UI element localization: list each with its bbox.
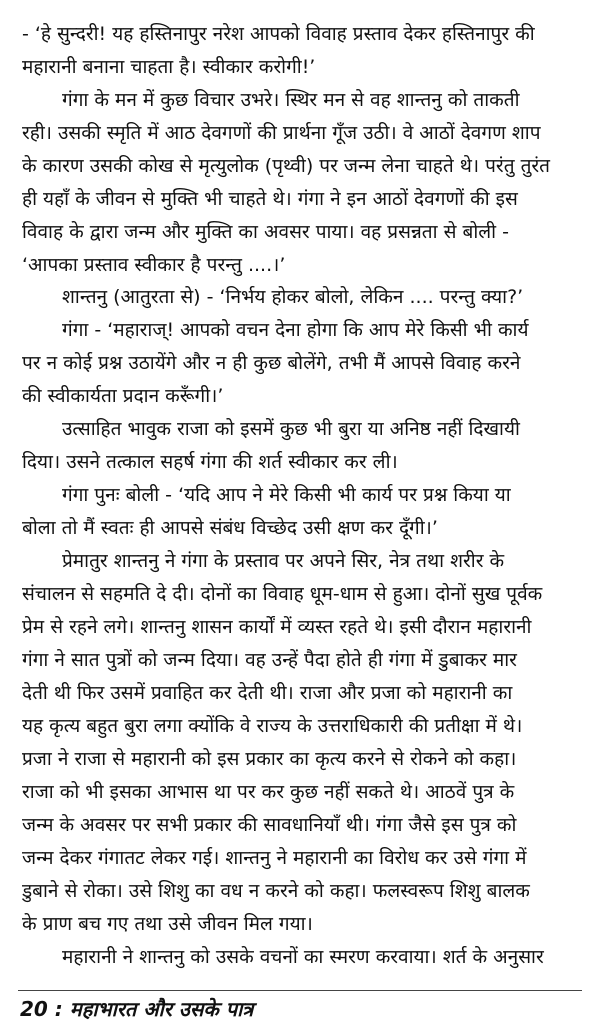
text-line: के कारण उसकी कोख से मृत्युलोक (पृथ्वी) पर जन्म लेना चाहते थे। परंतु तुरंत xyxy=(22,155,551,177)
text-line: प्रजा ने राजा से महारानी को इस प्रकार का कृत्य करने से रोकने को कहा। xyxy=(22,748,517,770)
text-line: संचालन से सहमति दे दी। दोनों का विवाह धूम-धाम से हुआ। दोनों सुख पूर्वक xyxy=(22,583,543,605)
text-line: जन्म देकर गंगातट लेकर गई। शान्तनु ने महारानी का विरोध कर उसे गंगा में xyxy=(22,847,527,869)
text-line: बोला तो मैं स्वतः ही आपसे संबंध विच्छेद उसी क्षण कर दूँगी।’ xyxy=(22,517,438,539)
text-line: देती थी फिर उसमें प्रवाहित कर देती थी। राजा और प्रजा को महारानी का xyxy=(22,682,513,704)
text-line: दिया। उसने तत्काल सहर्ष गंगा की शर्त स्वीकार कर ली। xyxy=(22,451,398,473)
text-line: ही यहाँ के जीवन से मुक्ति भी चाहते थे। गंगा ने इन आठों देवगणों की इस xyxy=(22,188,518,210)
page-footer: 20 : महाभारत और उसके पात्र xyxy=(20,997,254,1021)
text-line: गंगा ने सात पुत्रों को जन्म दिया। वह उन्हें पैदा होते ही गंगा में डुबाकर मार xyxy=(22,649,517,671)
text-line: की स्वीकार्यता प्रदान करूँगी।’ xyxy=(22,385,224,407)
text-line: - ‘हे सुन्दरी! यह हस्तिनापुर नरेश आपको विवाह प्रस्ताव देकर हस्तिनापुर की xyxy=(22,23,535,45)
text-line: विवाह के द्वारा जन्म और मुक्ति का अवसर पाया। वह प्रसन्नता से बोली - xyxy=(22,221,509,243)
text-line: के प्राण बच गए तथा उसे जीवन मिल गया। xyxy=(22,913,313,935)
text-line: शान्तनु (आतुरता से) - ‘निर्भय होकर बोलो, लेकिन .... परन्तु क्या?’ xyxy=(62,286,524,308)
text-line: डुबाने से रोका। उसे शिशु का वध न करने को कहा। फलस्वरूप शिशु बालक xyxy=(22,880,530,902)
text-line: गंगा पुनः बोली - ‘यदि आप ने मेरे किसी भी कार्य पर प्रश्न किया या xyxy=(62,484,511,506)
text-line: ‘आपका प्रस्ताव स्वीकार है परन्तु ....।’ xyxy=(22,254,286,276)
text-line: महारानी बनाना चाहता है। स्वीकार करोगी!’ xyxy=(22,56,316,78)
text-line: रही। उसकी स्मृति में आठ देवगणों की प्रार्थना गूँज उठी। वे आठों देवगण शाप xyxy=(22,122,541,144)
footer-rule xyxy=(18,990,582,991)
text-line: महारानी ने शान्तनु को उसके वचनों का स्मरण करवाया। शर्त के अनुसार xyxy=(62,946,544,968)
text-line: राजा को भी इसका आभास था पर कर कुछ नहीं सकते थे। आठवें पुत्र के xyxy=(22,781,515,803)
text-line: पर न कोई प्रश्न उठायेंगे और न ही कुछ बोलेंगे, तभी मैं आपसे विवाह करने xyxy=(22,352,521,374)
text-line: प्रेम से रहने लगे। शान्तनु शासन कार्यों में व्यस्त रहते थे। इसी दौरान महारानी xyxy=(22,616,532,638)
text-line: जन्म के अवसर पर सभी प्रकार की सावधानियाँ थी। गंगा जैसे इस पुत्र को xyxy=(22,814,517,836)
text-line: गंगा - ‘महाराज्! आपको वचन देना होगा कि आप मेरे किसी भी कार्य xyxy=(62,319,529,341)
text-line: गंगा के मन में कुछ विचार उभरे। स्थिर मन से वह शान्तनु को ताकती xyxy=(62,89,520,111)
text-line: प्रेमातुर शान्तनु ने गंगा के प्रस्ताव पर अपने सिर, नेत्र तथा शरीर के xyxy=(62,550,505,572)
text-line: यह कृत्य बहुत बुरा लगा क्योंकि वे राज्य के उत्तराधिकारी की प्रतीक्षा में थे। xyxy=(22,715,523,737)
text-line: उत्साहित भावुक राजा को इसमें कुछ भी बुरा या अनिष्ठ नहीं दिखायी xyxy=(62,418,520,440)
